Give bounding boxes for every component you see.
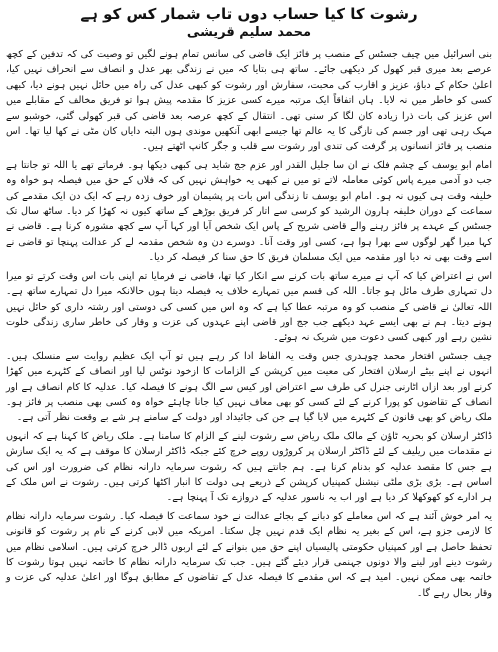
article-body	[6, 47, 492, 601]
article-paragraph: اس نے اعتراض کیا کہ آپ نے میرے ساتھ بات کرنے سے انکار کیا تھا، قاضی نے فرمایا تم اپنی بات اس وقت کرتے تو میرا دل تمہاری طرف مائل ہو جاتا۔ اللہ کی قسم میں تمہارے خلاف یہ فیصلہ دیتا ہوں حالانکہ میرا دل تمہارے ساتھ ہے۔ اللہ تعالیٰ نے قاضی کے منصب کو وہ مرتبہ عطا کیا ہے کہ وہ اس میں کسی کی دوستی اور رشتہ داری کو حائل نہیں ہونے دیتا۔ ہم نے بھی ایسے عہد دیکھے جب جج اور قاضی اپنے عہدوں کی عزت و وقار کی خاطر ساری زندگی خلوت نشین رہے اور کبھی کسی دعوت میں شریک نہ ہوئے۔	[6, 270, 492, 344]
article-paragraph: چیف جسٹس افتخار محمد چوہدری جس وقت یہ الفاظ ادا کر رہے ہیں تو آپ ایک عظیم روایت سے منسلک ہیں۔ انہوں نے اپنے بیٹے ارسلان افتخار کی معیت میں کرپشن کے الزامات کا ازخود نوٹس لیا اور انصاف کے کٹہرے میں کھڑا کرنے اور بعد ازاں اٹارنی جنرل کی طرف سے اعتراض اور کیس سے الگ ہونے کا فیصلہ کیا۔ عدلیہ کا کام انصاف ہے اور انصاف کے تقاضوں کو پورا کرنے کے لئے کسی کو بھی معاف نہیں کیا جانا چاہئے خواہ وہ کسی بھی منصب پر فائز ہو۔ ملک ریاض کو بھی قانون کے کٹہرے میں لایا گیا ہے جن کی جائیداد اور دولت کے سامنے ہر شے بے وقعت نظر آتی ہے۔	[6, 350, 492, 424]
article-byline: محمد سلیم قریشی	[186, 25, 312, 40]
article-paragraph: امام ابو یوسف کے چشم فلک نے ان سا جلیل القدر اور عزم جج شاید ہی کبھی دیکھا ہو۔ فرماتے تھے یا اللہ تو جانتا ہے جب دو آدمی میرے پاس کوئی معاملہ لاتے تو میں نے کبھی یہ خواہش نہیں کی کہ فلاں کے حق میں فیصلہ ہو خواہ وہ خلیفہ وقت ہی کیوں نہ ہو۔ امام ابو یوسف تا زندگی اس بات پر پشیمان اور خوف زدہ رہے کہ ایک دن ایک مقدمے کی سماعت کے دوران خلیفہ ہارون الرشید کو کرسی سے اتار کر فریق بوڑھے کے ساتھ کیوں نہ کھڑا کر دیا۔ ساٹھ سال تک جسٹس کے عہدے پر فائز رہنے والے قاضی شریح کے پاس ایک شخص آیا اور کہا آپ سے کچھ مشورہ کرنا ہے۔ قاضی نے کہا میرا گھر لوگوں سے بھرا ہوا ہے، کسی اور وقت آنا۔ دوسرے دن وہ شخص مقدمہ لے کر عدالت پہنچا تو قاضی نے اسے وقت بھی نہ دیا اور مقدمہ میں ایک مسلمان فریق کا حق سنا کر فیصلہ کر دیا۔	[6, 159, 492, 264]
article-paragraph: بنی اسرائیل میں چیف جسٹس کے منصب پر فائز ایک قاضی کی سانس تمام ہونے لگیں تو وصیت کی کہ تدفین کے کچھ عرصے بعد میری قبر کھول کر دیکھی جائے۔ ساتھ ہی بتایا کہ میں نے زندگی بھر عدل و انصاف سے انحراف نہیں کیا، اعلیٰ حکام کے دباؤ، عزیز و اقارب کی محبت، سفارش اور رشوت کو کبھی عدل کی راہ میں حائل نہیں ہونے دیا، کبھی کسی کو خاطر میں نہ لایا۔ ہاں اتفاقاً ایک مرتبہ میرے کسی عزیز کا مقدمہ پیش ہوا تو فریق مخالف کے مقابلے میں اس عزیز کی بات ذرا زیادہ کان لگا کر سنی تھی۔ انتقال کے کچھ عرصہ بعد قاضی کی قبر کھولی گئی، خوشبو سے مہک رہی تھی اور جسم کی تازگی کا یہ عالم تھا جیسے ابھی آنکھیں موندی ہوں البتہ دایاں کان مٹی نے کھا لیا تھا۔ اس منصب پر فائز انسانوں پر گرفت کی تندی اور رشوت سے قلب و جگر کانپ اٹھتے ہیں۔	[6, 49, 492, 153]
article-paragraph: یہ امر خوش آئند ہے کہ اس معاملے کو دبانے کے بجائے عدالت نے خود سماعت کا فیصلہ کیا۔ رشوت سرمایہ دارانہ نظام کا لازمی جزو ہے، اس کے بغیر یہ نظام ایک قدم نہیں چل سکتا۔ امریکہ میں لابی کرنے کے نام پر رشوت کو قانونی تحفظ حاصل ہے اور کمپنیاں حکومتی پالیسیاں اپنے حق میں بنوانے کے لئے اربوں ڈالر خرچ کرتی ہیں۔ اسلامی نظام میں رشوت دینے اور لینے والا دونوں جہنمی قرار دیئے گئے ہیں۔ جب تک سرمایہ دارانہ نظام کا خاتمہ نہیں ہوتا رشوت کا خاتمہ بھی ممکن نہیں۔ امید ہے کہ اس مقدمے کا فیصلہ عدل کے تقاضوں کے مطابق ہوگا اور اعلیٰ عدلیہ کی عزت و وقار بحال رہے گا۔	[6, 510, 492, 599]
article-headline: رشوت کا کیا حساب دوں تاب شمار کس کو ہے	[80, 5, 418, 23]
article-paragraph: ڈاکٹر ارسلان کو بحریہ ٹاؤن کے مالک ملک ریاض سے رشوت لینے کے الزام کا سامنا ہے۔ ملک ریاض کا کہنا ہے کہ انہوں نے مقدمات میں ریلیف کے لئے ڈاکٹر ارسلان پر کروڑوں روپے خرچ کئے جبکہ ڈاکٹر ارسلان کا موقف ہے کہ یہ ایک سازش ہے جس کا مقصد عدلیہ کو بدنام کرنا ہے۔ ہم جانتے ہیں کہ رشوت سرمایہ دارانہ نظام کی ضرورت اور اس کی اساس ہے۔ بڑی بڑی ملٹی نیشنل کمپنیاں کرپشن کے ذریعے ہی دولت کا انبار اکٹھا کرتی ہیں۔ رشوت نے اس ملک کے ہر ادارے کو کھوکھلا کر دیا ہے اور اب یہ ناسور عدلیہ کے دروازے تک آ پہنچا ہے۔	[6, 430, 492, 504]
